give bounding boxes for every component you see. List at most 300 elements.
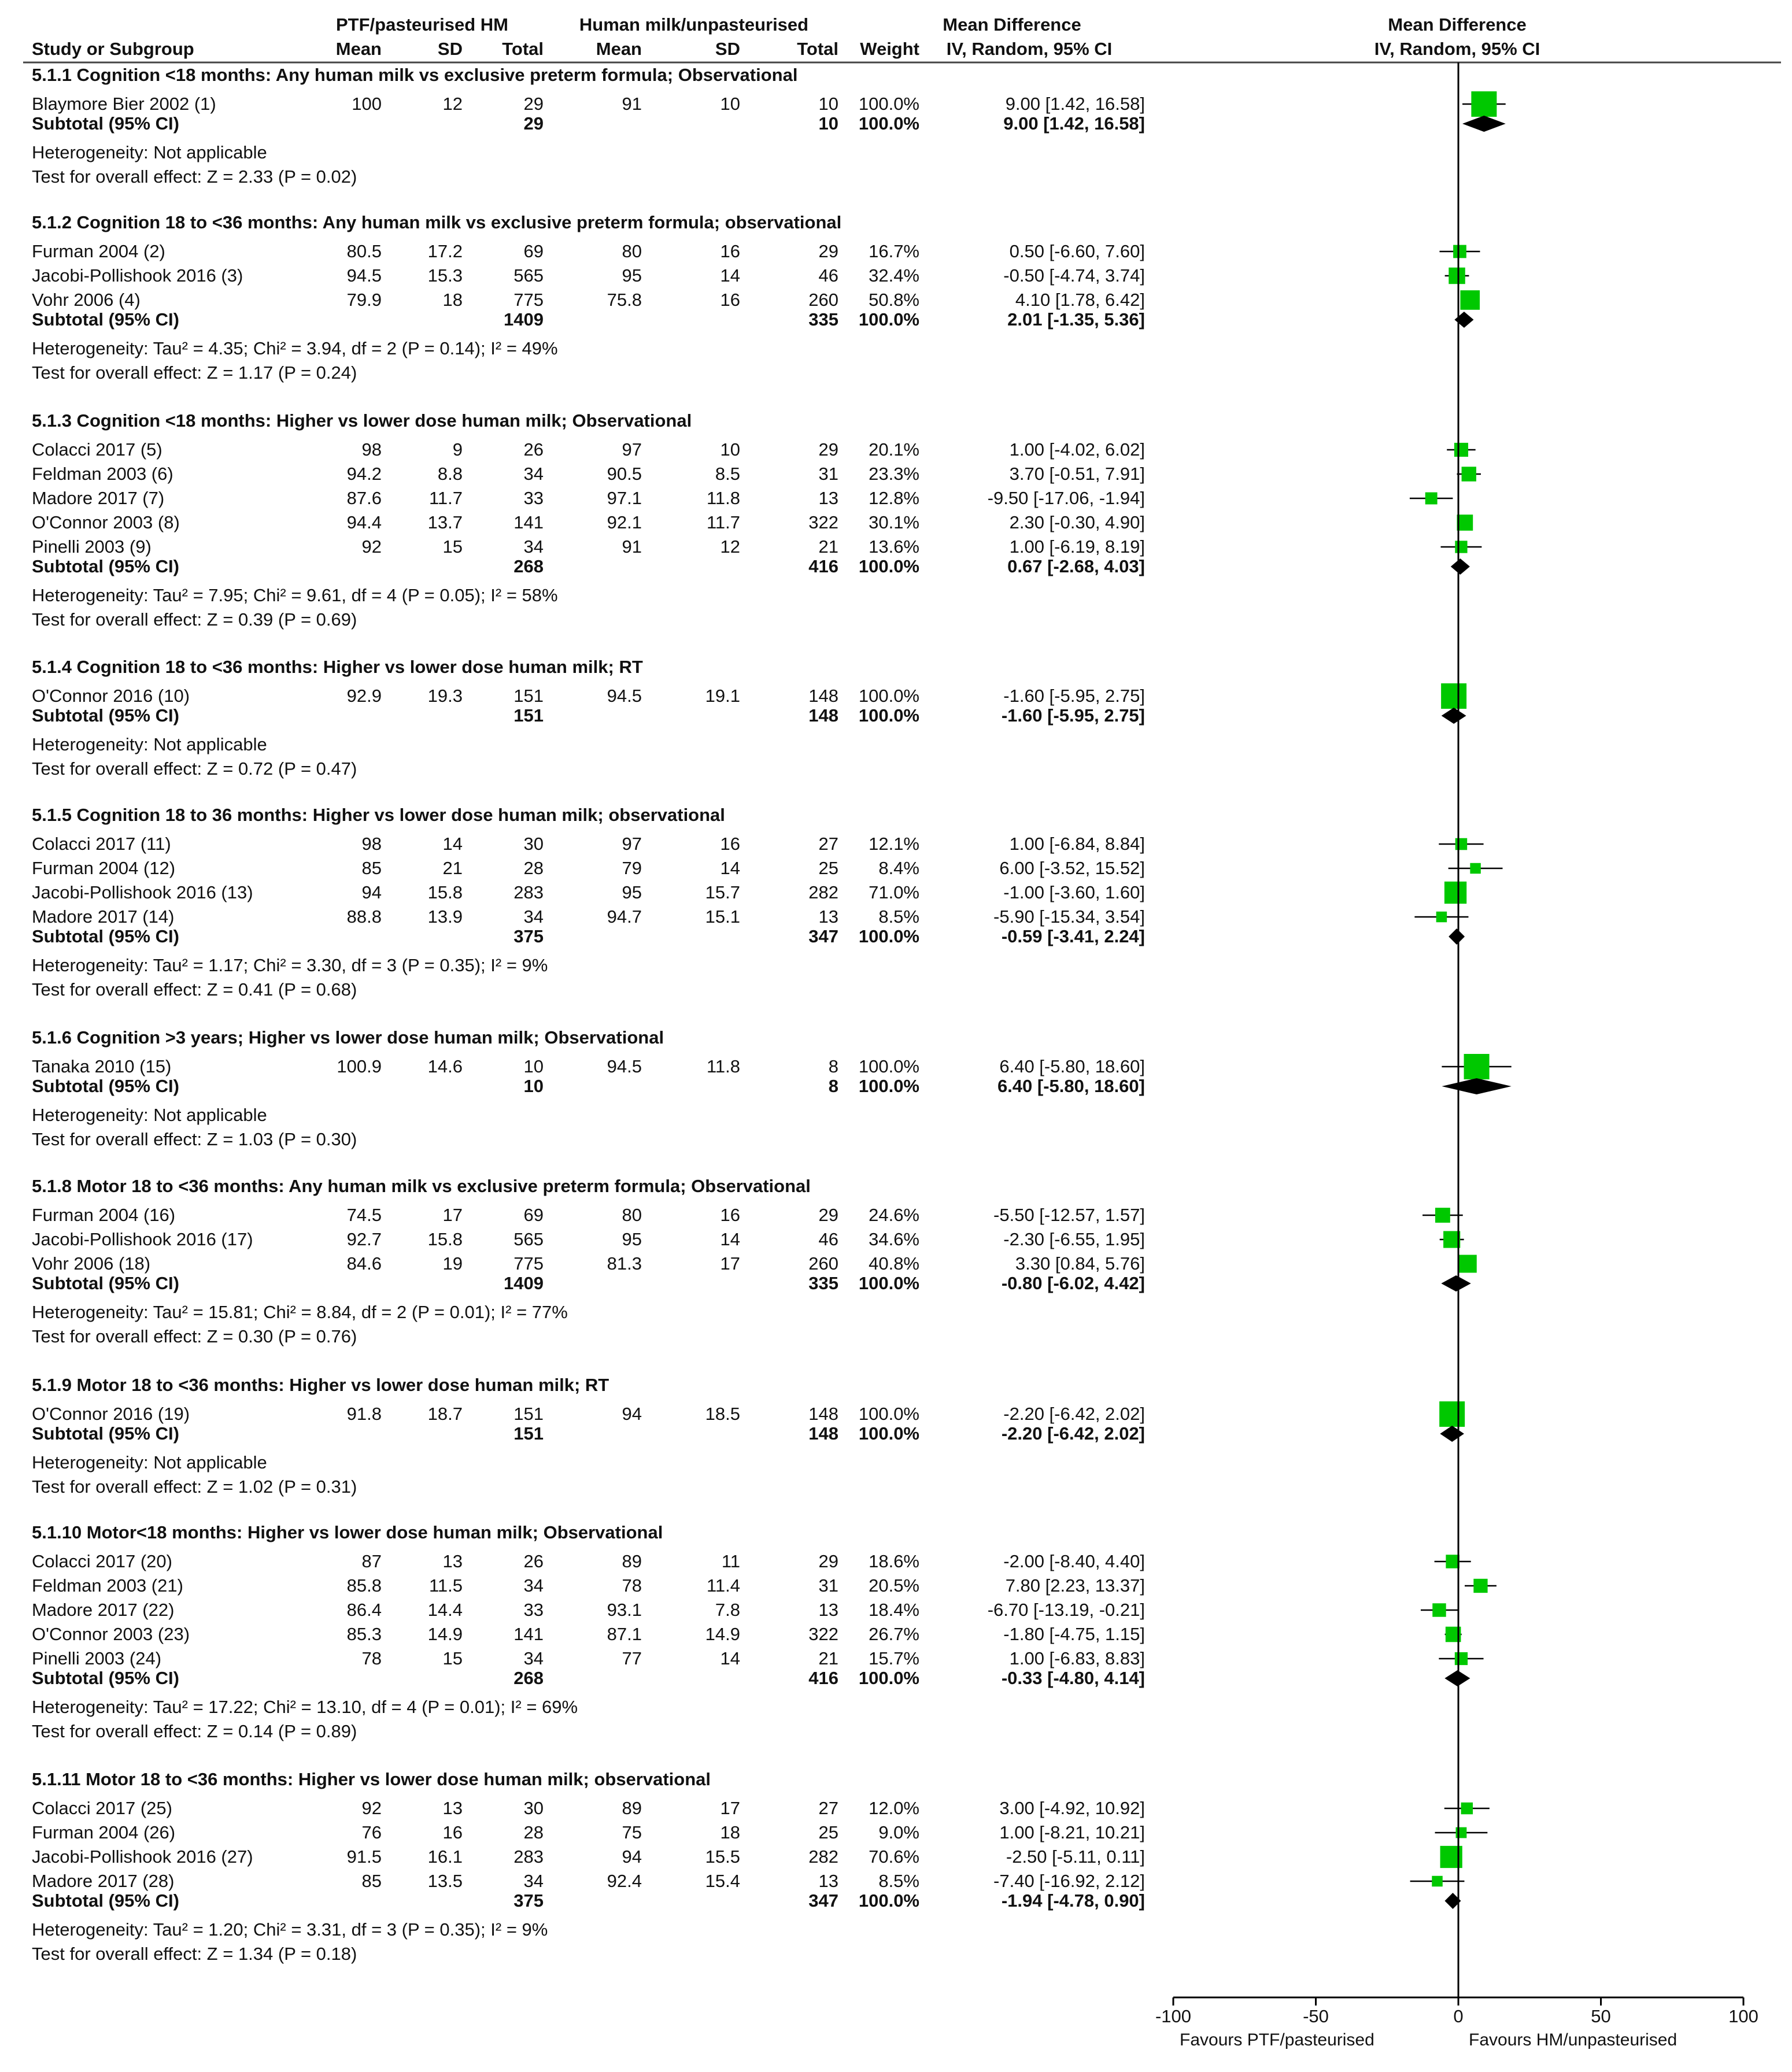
heterogeneity-text: Heterogeneity: Not applicable <box>32 1105 267 1125</box>
study-mean1: 100.9 <box>337 1056 382 1076</box>
study-sd2: 18 <box>720 1822 740 1842</box>
subtotal-weight: 100.0% <box>858 113 919 134</box>
study-mean2: 97 <box>622 834 642 854</box>
study-ci: 1.00 [-4.02, 6.02] <box>1009 439 1145 460</box>
study-name: Blaymore Bier 2002 (1) <box>32 94 216 114</box>
study-sd1: 16 <box>442 1822 463 1842</box>
header-md-title: Mean Difference <box>943 14 1081 35</box>
study-sd1: 12 <box>442 94 463 114</box>
heterogeneity-text: Heterogeneity: Tau² = 15.81; Chi² = 8.84, df = 2 (P = 0.01); I² = 77% <box>32 1302 568 1322</box>
study-n1: 28 <box>523 1822 544 1842</box>
subtotal-n2: 148 <box>808 1423 838 1444</box>
subtotal-label: Subtotal (95% CI) <box>32 113 179 134</box>
study-ci: -1.00 [-3.60, 1.60] <box>1003 882 1145 902</box>
study-name: Madore 2017 (7) <box>32 488 165 508</box>
header-mean2: Mean <box>596 39 642 59</box>
subtotal-diamond <box>1454 312 1473 328</box>
study-ci: 4.10 [1.78, 6.42] <box>1015 290 1145 310</box>
study-sd2: 11.8 <box>706 488 740 508</box>
study-weight: 12.1% <box>869 834 919 854</box>
study-n1: 565 <box>513 1229 544 1249</box>
subgroup-title: 5.1.3 Cognition <18 months: Higher vs lower dose human milk; Observational <box>32 410 692 431</box>
study-sd1: 14.9 <box>427 1624 463 1644</box>
heterogeneity-text: Heterogeneity: Tau² = 4.35; Chi² = 3.94, df = 2 (P = 0.14); I² = 49% <box>32 338 558 358</box>
study-sd1: 13.7 <box>427 512 463 532</box>
header-plot-title: Mean Difference <box>1388 14 1527 35</box>
study-mean2: 94.7 <box>607 906 642 927</box>
study-ci: -1.60 [-5.95, 2.75] <box>1003 686 1145 706</box>
study-square <box>1449 268 1465 284</box>
subtotal-label: Subtotal (95% CI) <box>32 556 179 576</box>
study-mean1: 92 <box>361 536 382 557</box>
study-mean1: 92 <box>361 1798 382 1818</box>
study-sd2: 17 <box>720 1253 740 1274</box>
overall-effect-text: Test for overall effect: Z = 1.17 (P = 0.24) <box>32 362 357 383</box>
study-n1: 34 <box>523 1648 544 1668</box>
study-square <box>1471 91 1497 117</box>
study-ci: 0.50 [-6.60, 7.60] <box>1009 241 1145 261</box>
study-n1: 34 <box>523 906 544 927</box>
study-weight: 24.6% <box>869 1205 919 1225</box>
study-mean2: 91 <box>622 94 642 114</box>
subtotal-diamond <box>1441 1275 1470 1292</box>
subtotal-n2: 335 <box>808 1273 838 1293</box>
subtotal-label: Subtotal (95% CI) <box>32 1273 179 1293</box>
heterogeneity-text: Heterogeneity: Not applicable <box>32 734 267 754</box>
study-mean1: 88.8 <box>346 906 382 927</box>
subgroup-title: 5.1.1 Cognition <18 months: Any human milk vs exclusive preterm formula; Observational <box>32 65 798 85</box>
study-ci: -1.80 [-4.75, 1.15] <box>1003 1624 1145 1644</box>
study-name: Colacci 2017 (5) <box>32 439 162 460</box>
study-mean2: 79 <box>622 858 642 878</box>
subtotal-n1: 151 <box>513 1423 544 1444</box>
study-ci: 1.00 [-8.21, 10.21] <box>999 1822 1145 1842</box>
study-square <box>1455 541 1467 553</box>
study-mean1: 94.4 <box>346 512 382 532</box>
study-n2: 10 <box>818 94 838 114</box>
study-mean1: 91.8 <box>346 1404 382 1424</box>
study-sd2: 7.8 <box>715 1600 740 1620</box>
study-n1: 34 <box>523 1871 544 1891</box>
header-total1: Total <box>502 39 544 59</box>
subtotal-weight: 100.0% <box>858 926 919 946</box>
study-ci: 1.00 [-6.84, 8.84] <box>1009 834 1145 854</box>
study-n2: 8 <box>828 1056 838 1076</box>
study-n2: 29 <box>818 439 838 460</box>
study-mean2: 92.1 <box>607 512 642 532</box>
study-sd1: 13.5 <box>427 1871 463 1891</box>
study-mean2: 89 <box>622 1551 642 1571</box>
study-n1: 34 <box>523 464 544 484</box>
heterogeneity-text: Heterogeneity: Tau² = 1.20; Chi² = 3.31, df = 3 (P = 0.35); I² = 9% <box>32 1919 548 1940</box>
study-sd1: 17 <box>442 1205 463 1225</box>
study-n2: 29 <box>818 1205 838 1225</box>
study-n1: 26 <box>523 439 544 460</box>
study-n2: 31 <box>818 1575 838 1596</box>
study-mean2: 93.1 <box>607 1600 642 1620</box>
study-sd2: 11.4 <box>706 1575 740 1596</box>
study-square <box>1454 443 1468 457</box>
subtotal-diamond <box>1462 116 1506 132</box>
study-n1: 151 <box>513 686 544 706</box>
study-name: Madore 2017 (14) <box>32 906 175 927</box>
overall-effect-text: Test for overall effect: Z = 2.33 (P = 0.02) <box>32 166 357 187</box>
study-mean1: 85.3 <box>346 1624 382 1644</box>
study-sd2: 17 <box>720 1798 740 1818</box>
subtotal-weight: 100.0% <box>858 1668 919 1688</box>
study-n2: 25 <box>818 858 838 878</box>
study-ci: 3.30 [0.84, 5.76] <box>1015 1253 1145 1274</box>
study-mean1: 94 <box>361 882 382 902</box>
subgroup-title: 5.1.2 Cognition 18 to <36 months: Any human milk vs exclusive preterm formula; observational <box>32 212 842 232</box>
study-sd1: 9 <box>452 439 463 460</box>
study-sd1: 14.6 <box>427 1056 463 1076</box>
subtotal-ci: 2.01 [-1.35, 5.36] <box>1007 309 1145 330</box>
study-n2: 148 <box>808 686 838 706</box>
subtotal-n1: 1409 <box>504 309 544 330</box>
study-mean1: 87.6 <box>346 488 382 508</box>
subtotal-label: Subtotal (95% CI) <box>32 705 179 726</box>
overall-effect-text: Test for overall effect: Z = 0.39 (P = 0.69) <box>32 609 357 630</box>
heterogeneity-text: Heterogeneity: Tau² = 17.22; Chi² = 13.10, df = 4 (P = 0.01); I² = 69% <box>32 1697 578 1717</box>
subtotal-ci: -1.60 [-5.95, 2.75] <box>1001 705 1145 726</box>
study-sd1: 19 <box>442 1253 463 1274</box>
study-weight: 70.6% <box>869 1847 919 1867</box>
study-weight: 20.5% <box>869 1575 919 1596</box>
subtotal-label: Subtotal (95% CI) <box>32 309 179 330</box>
subtotal-weight: 100.0% <box>858 309 919 330</box>
study-n1: 28 <box>523 858 544 878</box>
subtotal-n2: 416 <box>808 556 838 576</box>
heterogeneity-text: Heterogeneity: Tau² = 1.17; Chi² = 3.30, df = 3 (P = 0.35); I² = 9% <box>32 955 548 975</box>
study-ci: 9.00 [1.42, 16.58] <box>1005 94 1145 114</box>
study-sd2: 18.5 <box>705 1404 740 1424</box>
overall-effect-text: Test for overall effect: Z = 1.02 (P = 0.31) <box>32 1477 357 1497</box>
study-name: Colacci 2017 (25) <box>32 1798 172 1818</box>
study-ci: -0.50 [-4.74, 3.74] <box>1003 265 1145 286</box>
subgroup-title: 5.1.6 Cognition >3 years; Higher vs lower dose human milk; Observational <box>32 1027 664 1048</box>
study-sd2: 10 <box>720 439 740 460</box>
subtotal-n2: 347 <box>808 1890 838 1911</box>
subtotal-n2: 335 <box>808 309 838 330</box>
study-weight: 12.8% <box>869 488 919 508</box>
study-sd1: 19.3 <box>427 686 463 706</box>
study-mean1: 79.9 <box>346 290 382 310</box>
study-n1: 29 <box>523 94 544 114</box>
study-sd1: 15 <box>442 536 463 557</box>
study-mean2: 97 <box>622 439 642 460</box>
study-n1: 30 <box>523 834 544 854</box>
study-weight: 12.0% <box>869 1798 919 1818</box>
study-weight: 100.0% <box>858 1056 919 1076</box>
study-name: Jacobi-Pollishook 2016 (27) <box>32 1847 253 1867</box>
study-n2: 13 <box>818 1600 838 1620</box>
study-mean1: 86.4 <box>346 1600 382 1620</box>
header-weight: Weight <box>860 39 919 59</box>
study-ci: 1.00 [-6.19, 8.19] <box>1009 536 1145 557</box>
study-weight: 34.6% <box>869 1229 919 1249</box>
study-sd2: 14 <box>720 1648 740 1668</box>
study-ci: 7.80 [2.23, 13.37] <box>1005 1575 1145 1596</box>
study-sd1: 16.1 <box>427 1847 463 1867</box>
study-name: Tanaka 2010 (15) <box>32 1056 172 1076</box>
subtotal-label: Subtotal (95% CI) <box>32 926 179 946</box>
study-mean1: 85.8 <box>346 1575 382 1596</box>
study-name: Vohr 2006 (4) <box>32 290 141 310</box>
study-sd1: 15.8 <box>427 882 463 902</box>
study-mean2: 77 <box>622 1648 642 1668</box>
study-mean1: 84.6 <box>346 1253 382 1274</box>
study-square <box>1425 493 1438 505</box>
x-tick-label: -50 <box>1303 2006 1329 2026</box>
study-sd1: 14.4 <box>427 1600 463 1620</box>
study-weight: 23.3% <box>869 464 919 484</box>
subtotal-n2: 416 <box>808 1668 838 1688</box>
study-ci: 3.00 [-4.92, 10.92] <box>999 1798 1145 1818</box>
study-weight: 9.0% <box>878 1822 919 1842</box>
study-square <box>1473 1579 1487 1593</box>
study-sd2: 11 <box>721 1551 740 1571</box>
study-n2: 27 <box>818 1798 838 1818</box>
subtotal-ci: -1.94 [-4.78, 0.90] <box>1001 1890 1145 1911</box>
study-mean1: 87 <box>361 1551 382 1571</box>
study-sd2: 8.5 <box>715 464 740 484</box>
favours-left-label: Favours PTF/pasteurised <box>1180 2030 1375 2049</box>
study-mean1: 98 <box>361 439 382 460</box>
header-md-method: IV, Random, 95% CI <box>946 39 1113 59</box>
subtotal-n1: 375 <box>513 1890 544 1911</box>
study-weight: 71.0% <box>869 882 919 902</box>
study-sd1: 13 <box>442 1551 463 1571</box>
study-mean2: 97.1 <box>607 488 642 508</box>
subtotal-diamond <box>1440 1426 1464 1442</box>
subtotal-n1: 1409 <box>504 1273 544 1293</box>
study-sd1: 11.7 <box>428 488 463 508</box>
study-n1: 775 <box>513 1253 544 1274</box>
heterogeneity-text: Heterogeneity: Not applicable <box>32 1452 267 1472</box>
study-square <box>1436 912 1447 922</box>
study-weight: 8.4% <box>878 858 919 878</box>
study-square <box>1439 1401 1465 1427</box>
study-sd2: 15.5 <box>705 1847 740 1867</box>
subtotal-diamond <box>1442 708 1466 724</box>
study-name: Pinelli 2003 (24) <box>32 1648 162 1668</box>
study-n2: 322 <box>808 512 838 532</box>
study-name: Furman 2004 (12) <box>32 858 176 878</box>
subtotal-weight: 100.0% <box>858 1890 919 1911</box>
subtotal-weight: 100.0% <box>858 1076 919 1096</box>
study-mean2: 90.5 <box>607 464 642 484</box>
study-sd2: 12 <box>720 536 740 557</box>
study-sd1: 21 <box>442 858 463 878</box>
study-weight: 20.1% <box>869 439 919 460</box>
study-weight: 26.7% <box>869 1624 919 1644</box>
study-weight: 16.7% <box>869 241 919 261</box>
study-mean2: 80 <box>622 241 642 261</box>
study-square <box>1470 863 1480 874</box>
study-n1: 283 <box>513 1847 544 1867</box>
study-n1: 283 <box>513 882 544 902</box>
study-mean2: 87.1 <box>607 1624 642 1644</box>
study-n1: 151 <box>513 1404 544 1424</box>
header-group2: Human milk/unpasteurised <box>579 14 809 35</box>
study-n2: 282 <box>808 882 838 902</box>
study-square <box>1455 1652 1468 1665</box>
study-n1: 141 <box>513 1624 544 1644</box>
subtotal-n1: 268 <box>513 556 544 576</box>
subtotal-n1: 375 <box>513 926 544 946</box>
study-n2: 322 <box>808 1624 838 1644</box>
study-sd2: 14 <box>720 1229 740 1249</box>
study-mean1: 94.5 <box>346 265 382 286</box>
study-sd2: 15.7 <box>705 882 740 902</box>
subtotal-label: Subtotal (95% CI) <box>32 1890 179 1911</box>
study-name: Feldman 2003 (6) <box>32 464 173 484</box>
study-sd2: 16 <box>720 290 740 310</box>
overall-effect-text: Test for overall effect: Z = 1.34 (P = 0.18) <box>32 1944 357 1964</box>
study-n2: 260 <box>808 290 838 310</box>
study-n1: 33 <box>523 1600 544 1620</box>
study-square <box>1456 1827 1467 1838</box>
study-n2: 29 <box>818 241 838 261</box>
study-mean1: 92.9 <box>346 686 382 706</box>
study-mean1: 94.2 <box>346 464 382 484</box>
subtotal-n2: 8 <box>828 1076 838 1096</box>
study-square <box>1460 290 1480 310</box>
study-weight: 15.7% <box>869 1648 919 1668</box>
study-mean2: 89 <box>622 1798 642 1818</box>
study-sd1: 15.8 <box>427 1229 463 1249</box>
subtotal-diamond <box>1442 1078 1511 1094</box>
subtotal-weight: 100.0% <box>858 1423 919 1444</box>
subtotal-label: Subtotal (95% CI) <box>32 1076 179 1096</box>
subtotal-ci: 6.40 [-5.80, 18.60] <box>997 1076 1145 1096</box>
subtotal-ci: -0.59 [-3.41, 2.24] <box>1001 926 1145 946</box>
study-weight: 32.4% <box>869 265 919 286</box>
subtotal-n1: 151 <box>513 705 544 726</box>
x-tick-label: -100 <box>1155 2006 1192 2026</box>
study-mean2: 94.5 <box>607 1056 642 1076</box>
study-weight: 30.1% <box>869 512 919 532</box>
study-n1: 69 <box>523 1205 544 1225</box>
study-sd2: 16 <box>720 834 740 854</box>
study-name: Furman 2004 (26) <box>32 1822 176 1842</box>
study-ci: 2.30 [-0.30, 4.90] <box>1009 512 1145 532</box>
study-weight: 100.0% <box>858 94 919 114</box>
header-sd1: SD <box>437 39 463 59</box>
study-sd1: 15 <box>442 1648 463 1668</box>
study-weight: 40.8% <box>869 1253 919 1274</box>
subgroup-title: 5.1.11 Motor 18 to <36 months: Higher vs lower dose human milk; observational <box>32 1769 711 1789</box>
study-name: O'Connor 2016 (19) <box>32 1404 190 1424</box>
study-n1: 26 <box>523 1551 544 1571</box>
study-weight: 100.0% <box>858 686 919 706</box>
study-name: Colacci 2017 (20) <box>32 1551 172 1571</box>
study-ci: -2.50 [-5.11, 0.11] <box>1006 1847 1145 1867</box>
study-mean1: 91.5 <box>346 1847 382 1867</box>
subtotal-label: Subtotal (95% CI) <box>32 1423 179 1444</box>
study-sd2: 19.1 <box>705 686 740 706</box>
overall-effect-text: Test for overall effect: Z = 0.41 (P = 0.68) <box>32 979 357 1000</box>
study-sd2: 14.9 <box>705 1624 740 1644</box>
study-mean1: 100 <box>352 94 382 114</box>
study-weight: 100.0% <box>858 1404 919 1424</box>
study-n2: 29 <box>818 1551 838 1571</box>
study-ci: 6.40 [-5.80, 18.60] <box>999 1056 1145 1076</box>
study-weight: 13.6% <box>869 536 919 557</box>
study-ci: 6.00 [-3.52, 15.52] <box>999 858 1145 878</box>
study-sd1: 14 <box>442 834 463 854</box>
study-mean2: 94 <box>622 1847 642 1867</box>
study-square <box>1435 1208 1450 1223</box>
study-mean2: 81.3 <box>607 1253 642 1274</box>
study-square <box>1461 1803 1473 1814</box>
study-n1: 10 <box>523 1056 544 1076</box>
heterogeneity-text: Heterogeneity: Not applicable <box>32 142 267 162</box>
subtotal-diamond <box>1444 1670 1470 1686</box>
header-plot-method: IV, Random, 95% CI <box>1374 39 1540 59</box>
study-square <box>1453 245 1466 258</box>
study-mean1: 85 <box>361 858 382 878</box>
study-name: O'Connor 2003 (8) <box>32 512 180 532</box>
study-sd2: 15.1 <box>705 906 740 927</box>
study-n1: 775 <box>513 290 544 310</box>
subtotal-ci: -2.20 [-6.42, 2.02] <box>1001 1423 1145 1444</box>
overall-effect-text: Test for overall effect: Z = 0.14 (P = 0.89) <box>32 1721 357 1741</box>
study-name: Madore 2017 (22) <box>32 1600 175 1620</box>
study-n2: 21 <box>818 536 838 557</box>
header-total2: Total <box>797 39 838 59</box>
study-n1: 34 <box>523 536 544 557</box>
subtotal-n2: 347 <box>808 926 838 946</box>
study-sd1: 17.2 <box>427 241 463 261</box>
study-square <box>1446 1555 1460 1568</box>
heterogeneity-text: Heterogeneity: Tau² = 7.95; Chi² = 9.61, df = 4 (P = 0.05); I² = 58% <box>32 585 558 605</box>
study-sd2: 16 <box>720 241 740 261</box>
study-mean2: 91 <box>622 536 642 557</box>
subgroup-title: 5.1.8 Motor 18 to <36 months: Any human milk vs exclusive preterm formula; Observational <box>32 1176 811 1196</box>
study-mean2: 95 <box>622 1229 642 1249</box>
study-ci: 3.70 [-0.51, 7.91] <box>1009 464 1145 484</box>
study-mean1: 85 <box>361 1871 382 1891</box>
study-ci: -2.20 [-6.42, 2.02] <box>1003 1404 1145 1424</box>
subtotal-diamond <box>1451 558 1470 575</box>
study-weight: 8.5% <box>878 906 919 927</box>
subtotal-weight: 100.0% <box>858 556 919 576</box>
header-group1: PTF/pasteurised HM <box>336 14 508 35</box>
study-mean2: 95 <box>622 882 642 902</box>
study-square <box>1455 838 1468 850</box>
subtotal-n1: 268 <box>513 1668 544 1688</box>
subtotal-weight: 100.0% <box>858 1273 919 1293</box>
subtotal-diamond <box>1449 928 1465 945</box>
study-square <box>1432 1603 1446 1616</box>
study-weight: 50.8% <box>869 290 919 310</box>
subgroup-title: 5.1.10 Motor<18 months: Higher vs lower dose human milk; Observational <box>32 1522 663 1542</box>
study-n2: 13 <box>818 906 838 927</box>
subtotal-n2: 10 <box>818 113 838 134</box>
study-n2: 13 <box>818 488 838 508</box>
study-n2: 46 <box>818 265 838 286</box>
subtotal-ci: 0.67 [-2.68, 4.03] <box>1007 556 1145 576</box>
study-ci: -6.70 [-13.19, -0.21] <box>987 1600 1145 1620</box>
study-name: O'Connor 2003 (23) <box>32 1624 190 1644</box>
study-n2: 46 <box>818 1229 838 1249</box>
study-name: Furman 2004 (2) <box>32 241 165 261</box>
study-sd2: 15.4 <box>705 1871 740 1891</box>
study-name: Feldman 2003 (21) <box>32 1575 183 1596</box>
study-mean2: 95 <box>622 265 642 286</box>
